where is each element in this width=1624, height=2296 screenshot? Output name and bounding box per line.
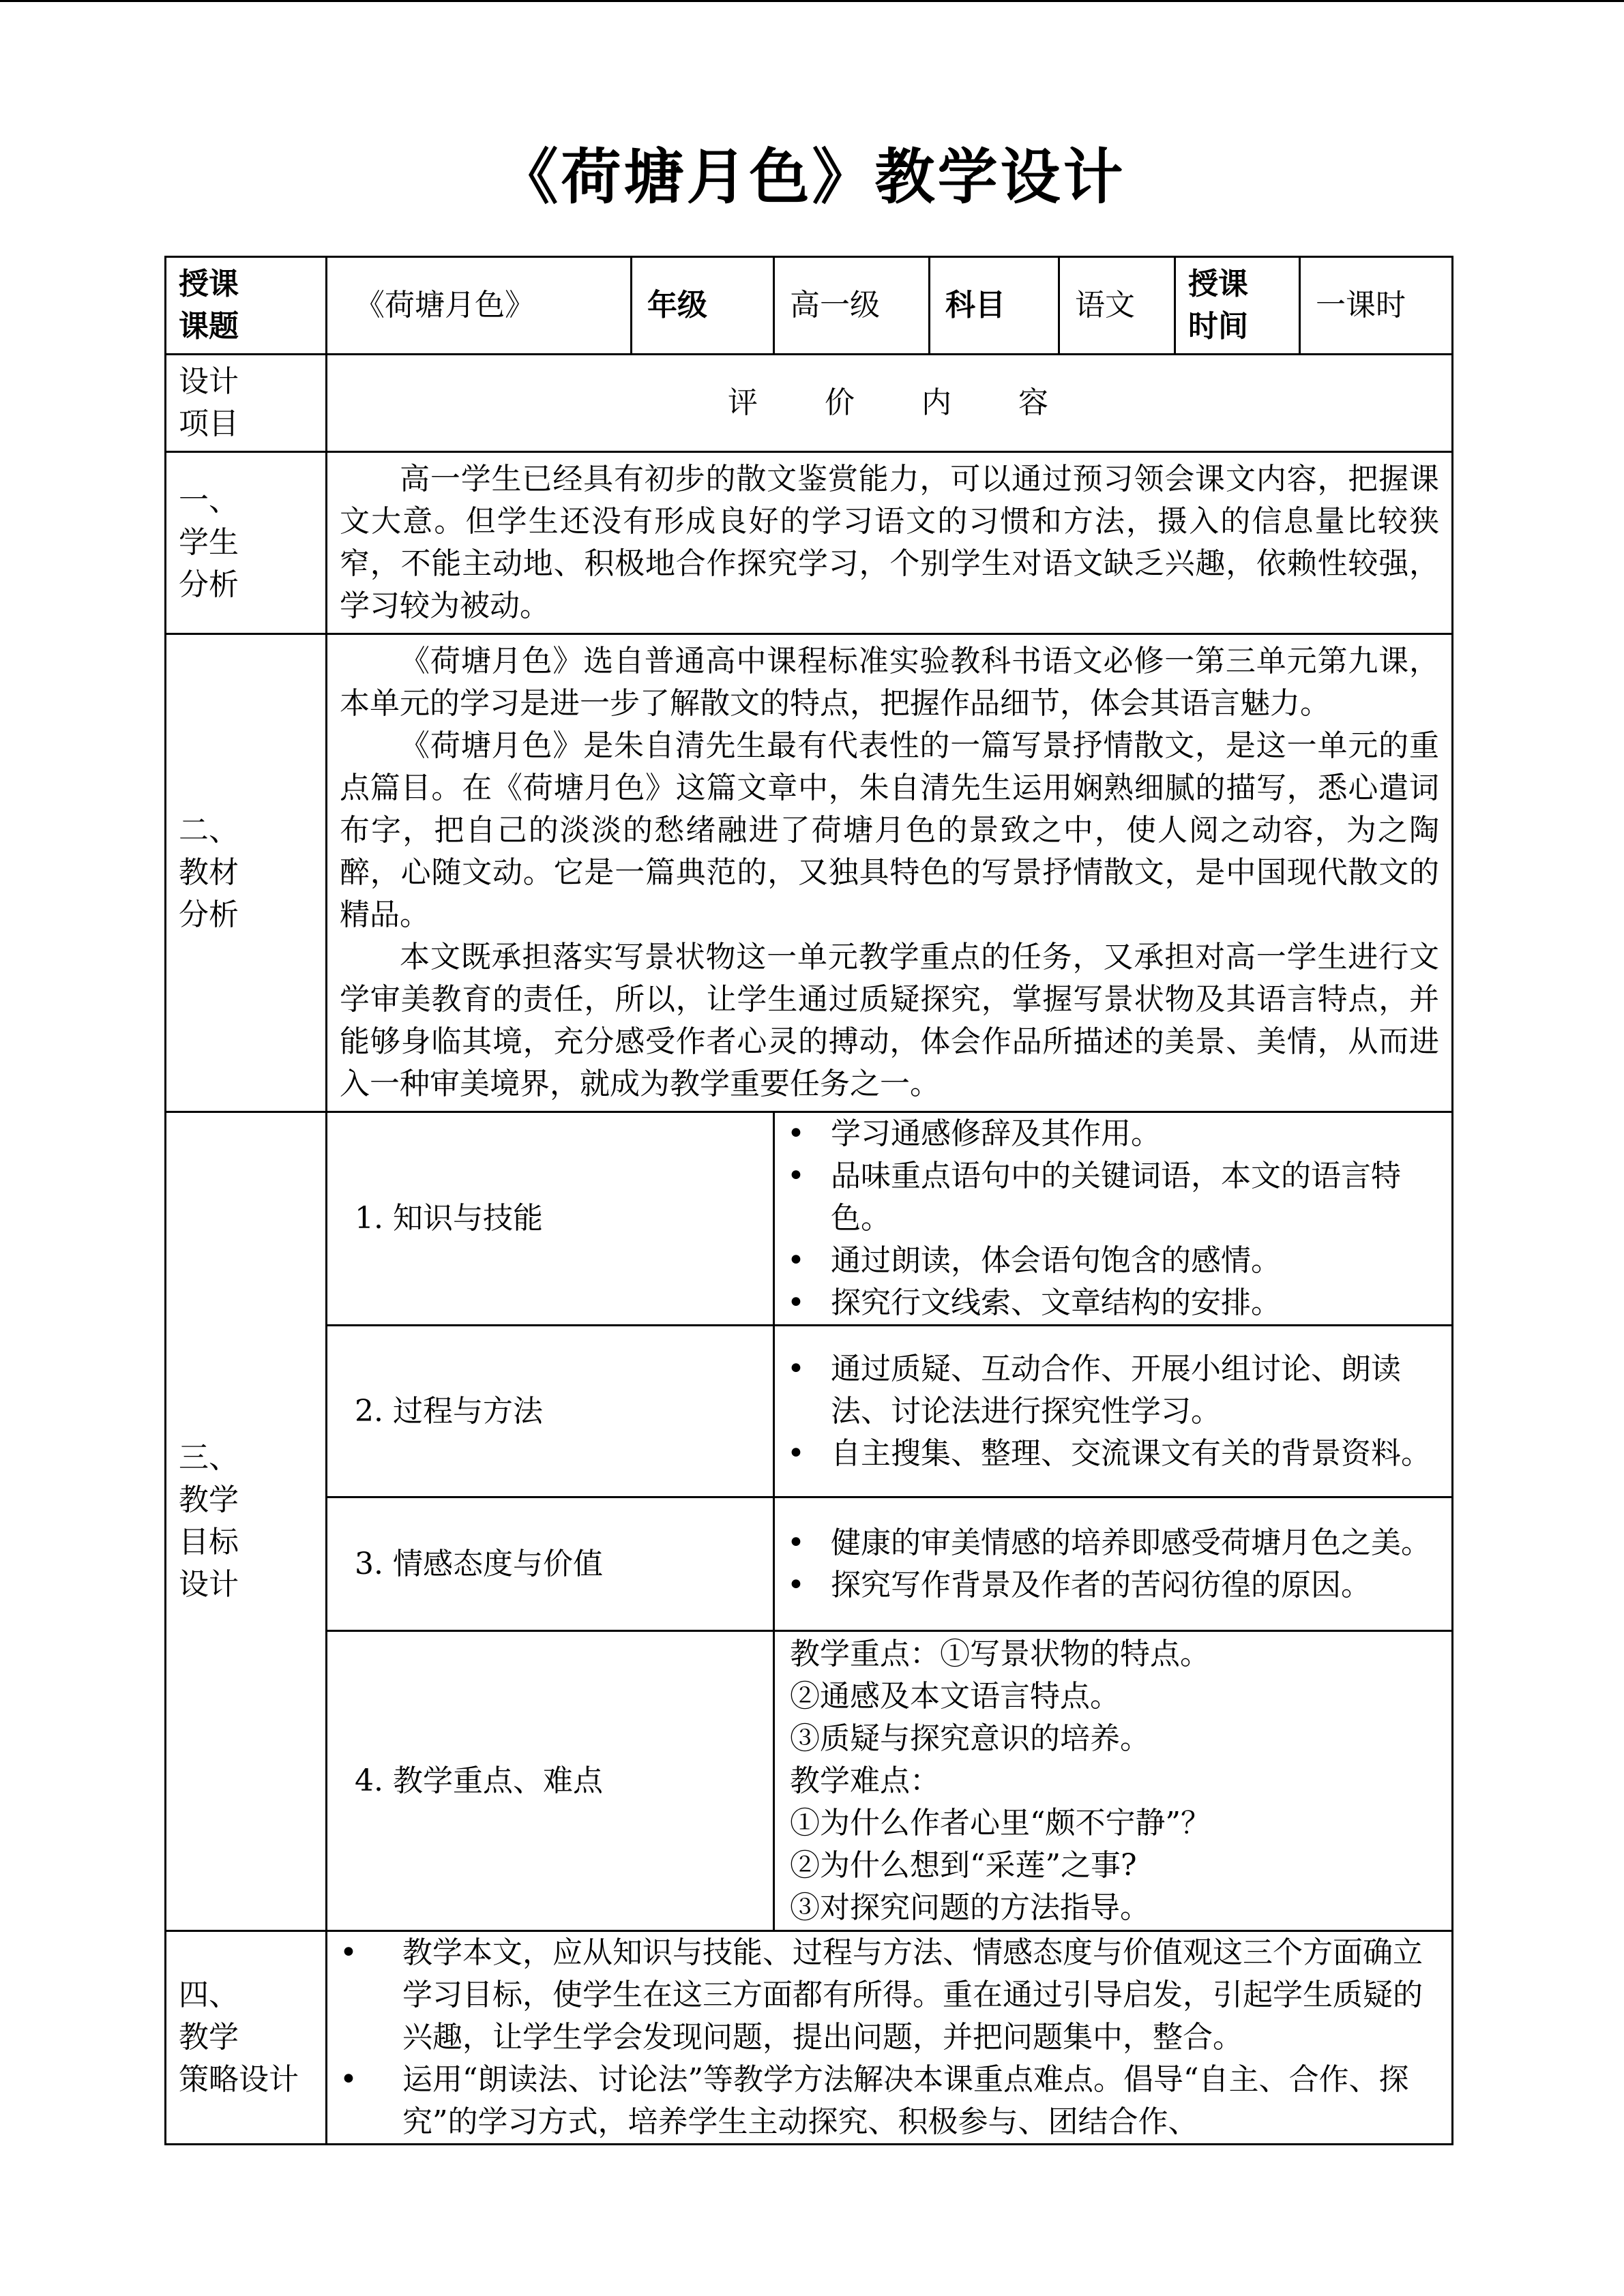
goal-row-key-points xyxy=(166,1631,1453,1931)
time-label: 授课 时间 xyxy=(1175,257,1300,355)
key-point-line: ②通感及本文语言特点。 xyxy=(790,1678,1120,1714)
eval-char: 容 xyxy=(1018,385,1051,420)
list-item: • 学习通感修辞及其作用。 xyxy=(775,1113,1445,1155)
list-item: • 健康的审美情感的培养即感受荷塘月色之美。 xyxy=(775,1522,1445,1564)
goal-name: 2. 过程与方法 xyxy=(327,1326,774,1497)
design-item-label: 设计 项目 xyxy=(166,355,327,452)
list-item: • 探究写作背景及作者的苦闷彷徨的原因。 xyxy=(775,1564,1445,1607)
goal-row-knowledge xyxy=(166,1112,1453,1326)
eval-char: 评 xyxy=(728,385,761,420)
material-analysis-cell xyxy=(327,634,1453,1112)
key-point-line: ①为什么作者心里“颇不宁静”？ xyxy=(790,1805,1211,1840)
goal-list xyxy=(775,1348,1445,1475)
student-analysis-row xyxy=(166,452,1453,634)
grade-value: 高一级 xyxy=(774,257,930,355)
strategy-label: 四、 教学 策略设计 xyxy=(166,1931,327,2145)
material-paragraph: 《荷塘月色》是朱自清先生最有代表性的一篇写景抒情散文，是这一单元的重点篇目。在《荷塘月色》这篇文章中，朱自清先生运用娴熟细腻的描写，悉心遣词布字，把自己的淡淡的愁绪融进了荷塘月色的景致之中，使人阅之动容，为之陶醉，心随文动。它是一篇典范的，又独具特色的写景抒情散文，是中国现代散文的精品。 xyxy=(340,728,1439,932)
material-analysis-label: 二、 教材 分析 xyxy=(166,634,327,1112)
student-analysis-label: 一、 学生 分析 xyxy=(166,452,327,634)
goal-row-process xyxy=(166,1326,1453,1497)
teaching-goals-label: 三、 教学 目标 设计 xyxy=(166,1112,327,1931)
material-paragraph: 《荷塘月色》选自普通高中课程标准实验教科书语文必修一第三单元第九课，本单元的学习是进一步了解散文的特点，把握作品细节，体会其语言魅力。 xyxy=(340,644,1439,721)
strategy-cell xyxy=(327,1931,1453,2145)
topic-value: 《荷塘月色》 xyxy=(327,257,632,355)
material-paragraph: 本文既承担落实写景状物这一单元教学重点的任务，又承担对高一学生进行文学审美教育的责任，所以，让学生通过质疑探究，掌握写景状物及其语言特点，并能够身临其境，充分感受作者心灵的搏动，体会作品所描述的美景、美情，从而进入一种审美境界，就成为教学重要任务之一。 xyxy=(340,940,1439,1101)
document-title: 《荷塘月色》教学设计 xyxy=(498,142,1126,212)
key-points-cell xyxy=(774,1631,1453,1931)
grade-label: 年级 xyxy=(632,257,774,355)
lesson-plan-table xyxy=(164,256,1453,2145)
list-item: • 通过朗读，体会语句饱含的感情。 xyxy=(775,1240,1445,1282)
goal-items-cell xyxy=(774,1497,1453,1631)
eval-char: 内 xyxy=(921,385,954,420)
list-item: • 教学本文，应从知识与技能、过程与方法、情感态度与价值观这三个方面确立学习目标，使学生在这三方面都有所得。重在通过引导启发，引起学生质疑的兴趣，让学生学会发现问题，提出问题，并把问题集中，整合。 xyxy=(327,1932,1439,2059)
key-point-line: ②为什么想到“采莲”之事? xyxy=(790,1847,1137,1883)
time-value: 一课时 xyxy=(1300,257,1453,355)
page-top-border xyxy=(0,0,1624,2)
strategy-row xyxy=(166,1931,1453,2145)
material-analysis-row xyxy=(166,634,1453,1112)
header-row xyxy=(166,257,1453,355)
subject-label: 科目 xyxy=(930,257,1059,355)
key-point-line: 教学难点： xyxy=(790,1763,940,1798)
list-item: • 运用“朗读法、讨论法”等教学方法解决本课重点难点。倡导“自主、合作、探究”的学习方式，培养学生主动探究、积极参与、团结合作、 xyxy=(327,2059,1439,2143)
goal-name: 3. 情感态度与价值 xyxy=(327,1497,774,1631)
goal-name: 1. 知识与技能 xyxy=(327,1112,774,1326)
key-point-line: ③质疑与探究意识的培养。 xyxy=(790,1720,1150,1756)
goal-items-cell xyxy=(774,1112,1453,1326)
strategy-list xyxy=(327,1932,1439,2143)
list-item: • 自主搜集、整理、交流课文有关的背景资料。 xyxy=(775,1433,1445,1475)
key-point-line: ③对探究问题的方法指导。 xyxy=(790,1890,1150,1925)
key-point-line: 教学重点：①写景状物的特点。 xyxy=(790,1636,1210,1671)
subject-value: 语文 xyxy=(1059,257,1175,355)
student-analysis-cell xyxy=(327,452,1453,634)
list-item: • 品味重点语句中的关键词语，本文的语言特色。 xyxy=(775,1155,1445,1240)
list-item: • 通过质疑、互动合作、开展小组讨论、朗读法、讨论法进行探究性学习。 xyxy=(775,1348,1445,1433)
goal-list xyxy=(775,1113,1445,1324)
evaluation-content-heading xyxy=(327,355,1453,452)
topic-label: 授课 课题 xyxy=(166,257,327,355)
student-analysis-text: 高一学生已经具有初步的散文鉴赏能力，可以通过预习领会课文内容，把握课文大意。但学生还没有形成良好的学习语文的习惯和方法，摄入的信息量比较狭窄，不能主动地、积极地合作探究学习，个别学生对语文缺乏兴趣，依赖性较强，学习较为被动。 xyxy=(340,462,1439,623)
goal-name: 4. 教学重点、难点 xyxy=(327,1631,774,1931)
goal-items-cell xyxy=(774,1326,1453,1497)
list-item: • 探究行文线索、文章结构的安排。 xyxy=(775,1282,1445,1324)
goal-list xyxy=(775,1522,1445,1607)
goal-row-attitude xyxy=(166,1497,1453,1631)
eval-char: 价 xyxy=(825,385,857,420)
design-header-row xyxy=(166,355,1453,452)
